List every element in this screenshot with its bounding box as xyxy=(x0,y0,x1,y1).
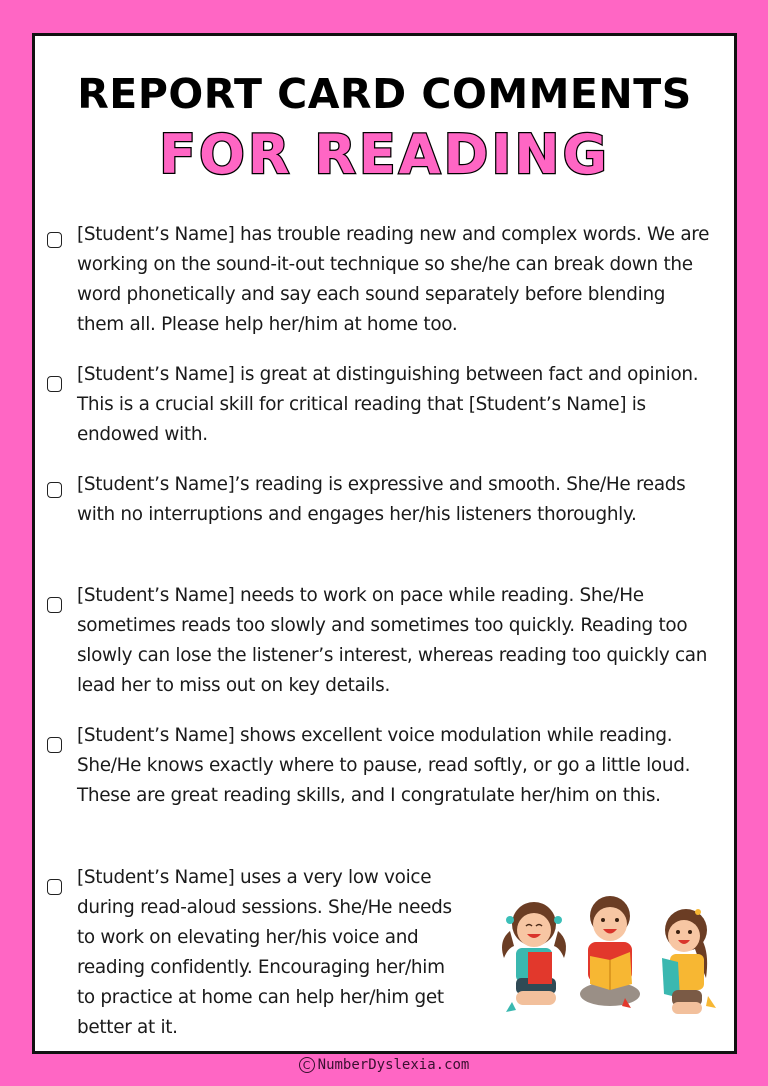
checkbox[interactable] xyxy=(47,376,62,392)
comment-text: [Student’s Name] uses a very low voice during read-aloud sessions. She/He needs to work on elevating her/his voice and reading confidently. Encouraging her/him to practice at home can help her/him get better at it. xyxy=(77,867,452,1038)
children-reading-illustration-icon xyxy=(490,886,725,1021)
footer-site: NumberDyslexia.com xyxy=(317,1057,470,1073)
comment-text: [Student’s Name] is great at distinguishing between fact and opinion. This is a crucial skill for critical reading that [Student’s Name] is endowed with. xyxy=(77,364,699,445)
worksheet-card xyxy=(32,33,737,1054)
girl-left xyxy=(502,902,566,1012)
comment-item xyxy=(47,470,712,530)
checkbox[interactable] xyxy=(47,232,62,248)
comment-item xyxy=(47,220,712,340)
checkbox[interactable] xyxy=(47,879,62,895)
checkbox[interactable] xyxy=(47,737,62,753)
comment-item xyxy=(47,581,712,701)
comment-text: [Student’s Name] needs to work on pace while reading. She/He sometimes reads too slowly and sometimes too quickly. Reading too slowly can lose the listener’s interest, whereas reading too quickly can lead her to miss out on key details. xyxy=(77,585,708,696)
girl-right xyxy=(662,909,716,1014)
comment-text: [Student’s Name] has trouble reading new and complex words. We are working on the sound-it-out technique so she/he can break down the word phonetically and say each sound separately before blending them all. Please help her/him at home too. xyxy=(77,224,710,335)
page-subtitle: FOR READING xyxy=(159,123,610,186)
comment-text: [Student’s Name]’s reading is expressive and smooth. She/He reads with no interruptions and engages her/his listeners thoroughly. xyxy=(77,474,686,525)
comment-item xyxy=(47,863,467,1043)
checkbox[interactable] xyxy=(47,482,62,498)
comment-text: [Student’s Name] shows excellent voice modulation while reading. She/He knows exactly where to pause, read softly, or go a little loud. These are great reading skills, and I congratulate her/him on this. xyxy=(77,725,691,806)
boy-middle xyxy=(580,896,640,1008)
comment-item xyxy=(47,721,712,811)
comment-item xyxy=(47,360,712,450)
footer xyxy=(0,1057,768,1073)
copyright-icon: C xyxy=(299,1057,315,1073)
page-title: REPORT CARD COMMENTS xyxy=(77,70,692,118)
checkbox[interactable] xyxy=(47,597,62,613)
